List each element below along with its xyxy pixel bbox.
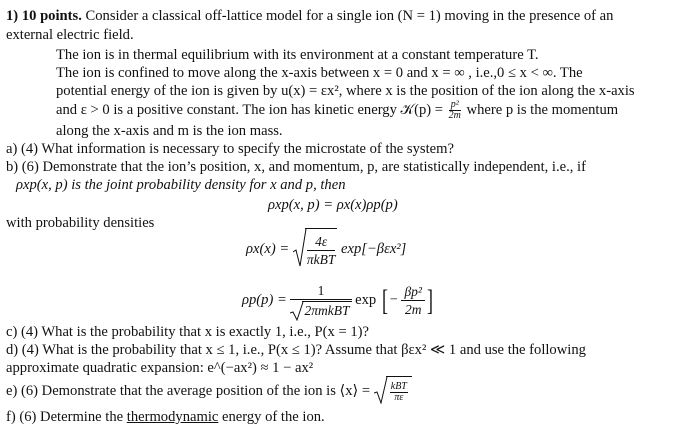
- part-e-numerator: kBT: [390, 381, 407, 393]
- part-a: a) (4) What information is necessary to specify the microstate of the system?: [6, 141, 454, 157]
- kinetic-denominator: 2m: [448, 110, 461, 121]
- rho-p-numerator: 1: [290, 282, 351, 300]
- rho-x-equation: [246, 228, 406, 270]
- rho-x-sqrt: [293, 228, 338, 271]
- rho-p-inner-fraction: [401, 283, 425, 318]
- part-e-sqrt: [374, 376, 412, 407]
- part-e: [6, 376, 412, 406]
- problem-intro: Consider a classical off-lattice model for a single ion (N = 1) moving in the presence of an: [81, 8, 614, 24]
- sqrt-sign-icon: [374, 376, 388, 404]
- joint-density-equation: ρxp(x, p) = ρx(x)ρp(p): [268, 197, 398, 213]
- problem-paragraph-temperature: The ion is in thermal equilibrium with its environment at a constant temperature T.: [56, 47, 539, 63]
- sqrt-sign-icon: [290, 301, 304, 321]
- problem-line-1: [6, 7, 613, 25]
- rho-p-exp-label: exp: [355, 292, 377, 308]
- left-bracket: [: [381, 283, 388, 317]
- kinetic-text-tail: where p is the momentum: [466, 101, 619, 118]
- part-b-line-1: b) (6) Demonstrate that the ion’s position, x, and momentum, p, are statistically independent, i.e., if: [6, 159, 586, 175]
- rho-x-exponential: exp[−βεx²]: [341, 241, 407, 257]
- thermodynamic-link[interactable]: thermodynamic: [126, 409, 219, 425]
- sqrt-sign-icon: [293, 228, 307, 268]
- problem-number: 1): [6, 8, 19, 24]
- rho-p-inner-denominator: 2m: [404, 302, 422, 318]
- rho-p-lhs: ρp(p) =: [242, 292, 287, 308]
- rho-p-equation: ρp(p) = $\frac{1}{\text{2πmkBT}}$ exp [ − $\frac{\text{βp²}}{2m}$ ]: [242, 278, 435, 322]
- rho-x-numerator: 4ε: [307, 233, 336, 251]
- part-e-denominator: πε: [394, 392, 404, 404]
- problem-paragraph-kinetic: [56, 100, 618, 121]
- part-e-fraction: [390, 382, 408, 403]
- kinetic-fraction: [449, 100, 461, 121]
- right-bracket: ]: [426, 283, 433, 317]
- kinetic-numerator: p²: [449, 100, 461, 111]
- part-d-line-1: d) (4) What is the probability that x ≤ 1, i.e., P(x ≤ 1)? Assume that βεx² ≪ 1 and use the following: [6, 342, 586, 358]
- problem-line-2: external electric field.: [6, 27, 134, 43]
- part-c: c) (4) What is the probability that x is exactly 1, i.e., P(x = 1)?: [6, 324, 369, 340]
- part-b-line-2: ρxp(x, p) is the joint probability density for x and p, then: [16, 177, 346, 193]
- part-e-text: e) (6) Demonstrate that the average position of the ion is ⟨x⟩ =: [6, 383, 371, 399]
- probability-densities-label: with probability densities: [6, 215, 155, 231]
- rho-p-denominator: 2πmkBT: [304, 303, 350, 319]
- rho-x-denominator: πkBT: [306, 252, 336, 268]
- problem-paragraph-potential: potential energy of the ion is given by u(x) = εx², where x is the position of the ion along the x-axis: [56, 83, 635, 99]
- part-f-tail: energy of the ion.: [222, 409, 325, 425]
- rho-p-fraction: [290, 282, 351, 319]
- rho-p-inner-numerator: βp²: [401, 283, 425, 301]
- part-f: [6, 408, 325, 426]
- part-d-line-2: approximate quadratic expansion: e^(−ax²) ≈ 1 − ax²: [6, 360, 314, 376]
- rho-x-lhs: ρx(x) =: [246, 241, 290, 257]
- rho-p-sqrt: [290, 301, 351, 319]
- problem-paragraph-mass: along the x-axis and m is the ion mass.: [56, 123, 283, 139]
- problem-paragraph-confinement: The ion is confined to move along the x-axis between x = 0 and x = ∞ , i.e.,0 ≤ x < ∞. The: [56, 65, 583, 81]
- kinetic-text: and ε > 0 is a positive constant. The ion has kinetic energy 𝒦(p) =: [56, 101, 443, 118]
- rho-x-fraction: [307, 233, 336, 268]
- problem-points: 10 points.: [21, 8, 82, 24]
- part-f-text: f) (6) Determine the: [6, 409, 124, 425]
